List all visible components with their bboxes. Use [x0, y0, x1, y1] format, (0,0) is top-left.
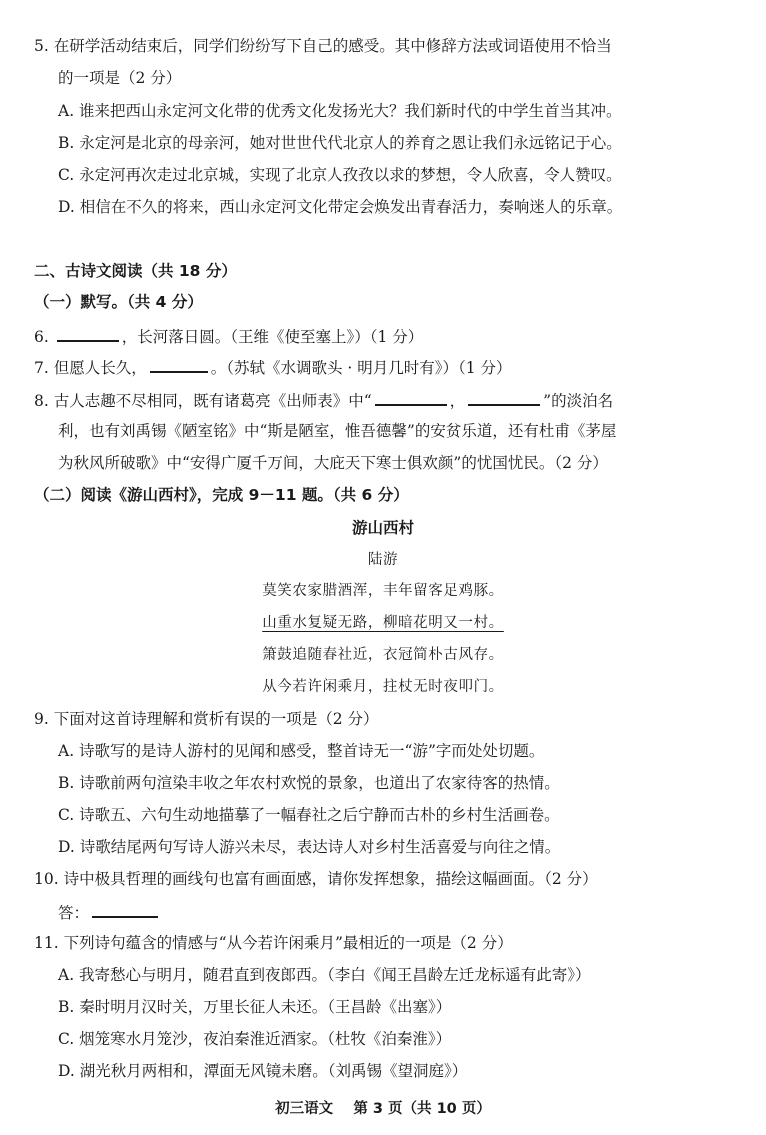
q8-text-post: ”的淡泊名 — [543, 392, 614, 410]
poem-line-3: 箫鼓追随春社近，衣冠简朴古风存。 — [262, 647, 504, 663]
poem-title: 游山西村 — [351, 519, 414, 537]
q8-blank-2[interactable] — [468, 388, 540, 406]
q9-option-d: D. 诗歌结尾两句写诗人游兴未尽，表达诗人对乡村生活喜爱与向往之情。 — [58, 838, 561, 856]
section2-title: 二、古诗文阅读（共 18 分） — [34, 262, 237, 280]
q8-line1 — [34, 388, 613, 412]
poem-line-4: 从今若许闲乘月，拄杖无时夜叩门。 — [262, 679, 504, 695]
q7 — [34, 355, 512, 379]
q6-text: ，长河落日圆。（王维《使至塞上》）（1 分） — [121, 328, 424, 346]
q8-separator: ， — [449, 392, 466, 410]
q5-option-c: C. 永定河再次走过北京城，实现了北京人孜孜以求的梦想，令人欣喜，令人赞叹。 — [58, 166, 622, 184]
q11-stem: 11. 下列诗句蕴含的情感与“从今若许闲乘月”最相近的一项是（2 分） — [34, 934, 513, 952]
q8-text-pre: 8. 古人志趣不尽相同，既有诸葛亮《出师表》中“ — [34, 392, 372, 410]
q9-option-c: C. 诗歌五、六句生动地描摹了一幅春社之后宁静而古朴的乡村生活画卷。 — [58, 806, 560, 824]
q5-stem-line1: 5. 在研学活动结束后，同学们纷纷写下自己的感受。其中修辞方法或词语使用不恰当 — [34, 37, 612, 55]
q10-answer-blank[interactable] — [92, 900, 158, 918]
q9-option-b: B. 诗歌前两句渲染丰收之年农村欢悦的景象，也道出了农家待客的热情。 — [58, 774, 560, 792]
poem-author: 陆游 — [367, 552, 399, 568]
q11-option-a: A. 我寄愁心与明月，随君直到夜郎西。（李白《闻王昌龄左迁龙标遥有此寄》） — [58, 966, 591, 984]
q6 — [34, 324, 423, 348]
q5-stem-line2: 的一项是（2 分） — [58, 69, 182, 87]
q5-option-d: D. 相信在不久的将来，西山永定河文化带定会焕发出青春活力，奏响迷人的乐章。 — [58, 198, 623, 216]
q10-answer — [58, 900, 161, 924]
q7-text-pre: 7. 但愿人长久， — [34, 359, 147, 377]
q8-line3: 为秋风所破歌》中“安得广厦千万间，大庇天下寒士俱欢颜”的忧国忧民。（2 分） — [58, 454, 608, 472]
q6-blank[interactable] — [57, 324, 119, 342]
page-footer: 初三语文 第 3 页（共 10 页） — [275, 1101, 491, 1117]
q10-answer-label: 答： — [58, 904, 90, 922]
q8-blank-1[interactable] — [375, 388, 447, 406]
poem-line-2-underlined: 山重水复疑无路，柳暗花明又一村。 — [262, 615, 504, 631]
q11-option-b: B. 秦时明月汉时关，万里长征人未还。（王昌龄《出塞》） — [58, 998, 452, 1016]
poem-line-2 — [0, 612, 766, 634]
part1-title: （一）默写。（共 4 分） — [34, 293, 203, 311]
q9-stem: 9. 下面对这首诗理解和赏析有误的一项是（2 分） — [34, 710, 379, 728]
q11-option-d: D. 湖光秋月两相和，潭面无风镜未磨。（刘禹锡《望洞庭》） — [58, 1062, 468, 1080]
part2-title: （二）阅读《游山西村》，完成 9－11 题。（共 6 分） — [34, 486, 409, 504]
q10-stem: 10. 诗中极具哲理的画线句也富有画面感，请你发挥想象，描绘这幅画面。（2 分） — [34, 870, 598, 888]
q7-text-post: 。（苏轼《水调歌头 · 明月几时有》）（1 分） — [210, 359, 512, 377]
q8-line2: 利，也有刘禹锡《陋室铭》中“斯是陋室，惟吾德馨”的安贫乐道，还有杜甫《茅屋 — [58, 422, 617, 440]
poem-line-1: 莫笑农家腊酒浑，丰年留客足鸡豚。 — [262, 583, 504, 599]
q6-number: 6. — [34, 328, 49, 346]
q5-option-a: A. 谁来把西山永定河文化带的优秀文化发扬光大？我们新时代的中学生首当其冲。 — [58, 102, 622, 120]
q7-blank[interactable] — [150, 355, 208, 373]
q11-option-c: C. 烟笼寒水月笼沙，夜泊秦淮近酒家。（杜牧《泊秦淮》） — [58, 1030, 452, 1048]
q5-option-b: B. 永定河是北京的母亲河，她对世世代代北京人的养育之恩让我们永远铭记于心。 — [58, 134, 622, 152]
q9-option-a: A. 诗歌写的是诗人游村的见闻和感受，整首诗无一“游”字而处处切题。 — [58, 742, 545, 760]
